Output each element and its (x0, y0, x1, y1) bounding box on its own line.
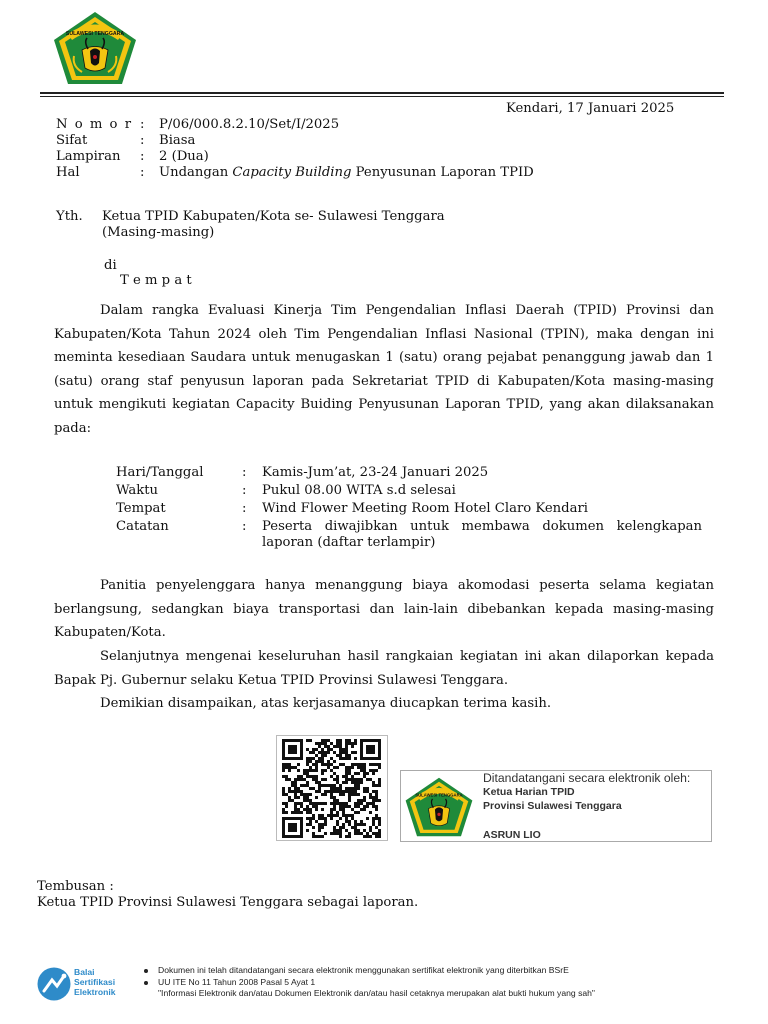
meta-value: Biasa (159, 133, 196, 148)
signature-name: ASRUN LIO (483, 829, 541, 841)
meta-key: Hal (56, 165, 80, 180)
body-paragraph-3 (54, 645, 714, 692)
detail-colon: : (242, 501, 247, 516)
tembusan-label: Tembusan : (37, 879, 114, 894)
meta-colon: : (140, 149, 145, 164)
detail-colon: : (242, 483, 247, 498)
signature-emblem-logo (404, 773, 474, 841)
footer-note-3 (142, 988, 595, 1000)
meta-colon: : (140, 133, 145, 148)
paragraph-1-text: Dalam rangka Evaluasi Kinerja Tim Pengendalian Inflasi Daerah (TPID) Provinsi dan Kabupaten/Kota Tahun 2024 oleh Tim Pengendalian Inflasi Nasional (TPIN), maka dengan ini meminta kesediaan Saudara untuk menugaskan 1 (satu) orang pejabat penanggung jawab dan 1 (satu) orang staf penyusun laporan pada Sekretariat TPID di Kabupaten/Kota masing-masing untuk mengikuti kegiatan Capacity Buiding Penyusunan Laporan TPID, yang akan dilaksanakan pada: (54, 303, 714, 436)
regional-emblem-logo (52, 10, 138, 86)
qr-code-graphic (277, 736, 387, 840)
bsre-name-line-3: Elektronik (74, 987, 116, 997)
addressee-line-1: Ketua TPID Kabupaten/Kota se- Sulawesi Tenggara (102, 209, 445, 224)
electronic-signature-box (400, 770, 712, 842)
bsre-name-line-1: Balai (74, 967, 95, 977)
footer-note-1 (142, 965, 595, 977)
verification-qr-code[interactable] (276, 735, 388, 841)
meta-colon: : (140, 117, 145, 132)
bsre-name-line-2: Sertifikasi (74, 977, 116, 987)
meta-value (159, 165, 534, 181)
detail-value: Wind Flower Meeting Room Hotel Claro Kendari (262, 501, 589, 516)
addressee-tempat: T e m p a t (120, 273, 192, 288)
header-rule-thin (40, 96, 724, 97)
meta-key: N o m o r (56, 117, 133, 132)
body-paragraph-4 (54, 692, 714, 716)
detail-value: Peserta diwajibkan untuk membawa dokumen kelengkapan laporan (daftar terlampir) (262, 519, 702, 550)
detail-key: Waktu (116, 483, 159, 498)
hal-pre: Undangan (159, 165, 233, 180)
tembusan-line: Ketua TPID Provinsi Sulawesi Tenggara sebagai laporan. (37, 895, 419, 910)
footer-note-1-text: Dokumen ini telah ditandatangani secara elektronik menggunakan sertifikat elektronik yang diterbitkan BSrE (158, 965, 569, 975)
detail-colon: : (242, 519, 247, 534)
meta-key: Sifat (56, 133, 88, 148)
meta-value: P/06/000.8.2.10/Set/I/2025 (159, 117, 340, 132)
detail-value: Kamis-Jum’at, 23-24 Januari 2025 (262, 465, 489, 480)
bullet-icon (144, 969, 148, 973)
footer-note-2 (142, 977, 595, 989)
addressee-line-2: (Masing-masing) (102, 225, 215, 240)
detail-colon: : (242, 465, 247, 480)
footer-legal-notes (142, 965, 595, 1000)
detail-value: Pukul 08.00 WITA s.d selesai (262, 483, 456, 498)
paragraph-3-text: Selanjutnya mengenai keseluruhan hasil rangkaian kegiatan ini akan dilaporkan kepada Bapak Pj. Gubernur selaku Ketua TPID Provinsi Sulawesi Tenggara. (54, 649, 714, 688)
addressee-prefix: Yth. (56, 209, 83, 224)
paragraph-4-text: Demikian disampaikan, atas kerjasamanya diucapkan terima kasih. (100, 696, 552, 711)
meta-key: Lampiran (56, 149, 121, 164)
footer-note-3-text: "Informasi Elektronik dan/atau Dokumen Elektronik dan/atau hasil cetaknya merupakan alat bukti hukum yang sah" (158, 988, 595, 998)
hal-post: Penyusunan Laporan TPID (351, 165, 534, 180)
meta-value: 2 (Dua) (159, 149, 209, 164)
header-rule-thick (40, 92, 724, 94)
signature-org: Provinsi Sulawesi Tenggara (483, 800, 622, 812)
svg-text:SULAWESI TENGGARA: SULAWESI TENGGARA (65, 31, 125, 37)
detail-key: Hari/Tanggal (116, 465, 204, 480)
signature-signed-text: Ditandatangani secara elektronik oleh: (483, 771, 691, 785)
signature-position: Ketua Harian TPID (483, 786, 575, 798)
paragraph-2-text: Panitia penyelenggara hanya menanggung biaya akomodasi peserta selama kegiatan berlangsung, sedangkan biaya transportasi dan lain-lain dibebankan kepada masing-masing Kabupaten/Kota. (54, 578, 714, 640)
footer-note-2-text: UU ITE No 11 Tahun 2008 Pasal 5 Ayat 1 (158, 976, 316, 987)
hal-italic: Capacity Building (232, 165, 352, 180)
bullet-icon (144, 981, 148, 985)
bsre-logo (36, 966, 136, 1002)
svg-text:SULAWESI TENGGARA: SULAWESI TENGGARA (415, 792, 463, 798)
detail-key: Tempat (116, 501, 166, 516)
body-paragraph-2 (54, 574, 714, 645)
letter-date: Kendari, 17 Januari 2025 (506, 101, 675, 116)
bsre-emblem-icon (36, 966, 72, 1002)
meta-colon: : (140, 165, 145, 180)
addressee-di: di (104, 258, 117, 273)
body-paragraph-1 (54, 299, 714, 440)
detail-key: Catatan (116, 519, 169, 534)
